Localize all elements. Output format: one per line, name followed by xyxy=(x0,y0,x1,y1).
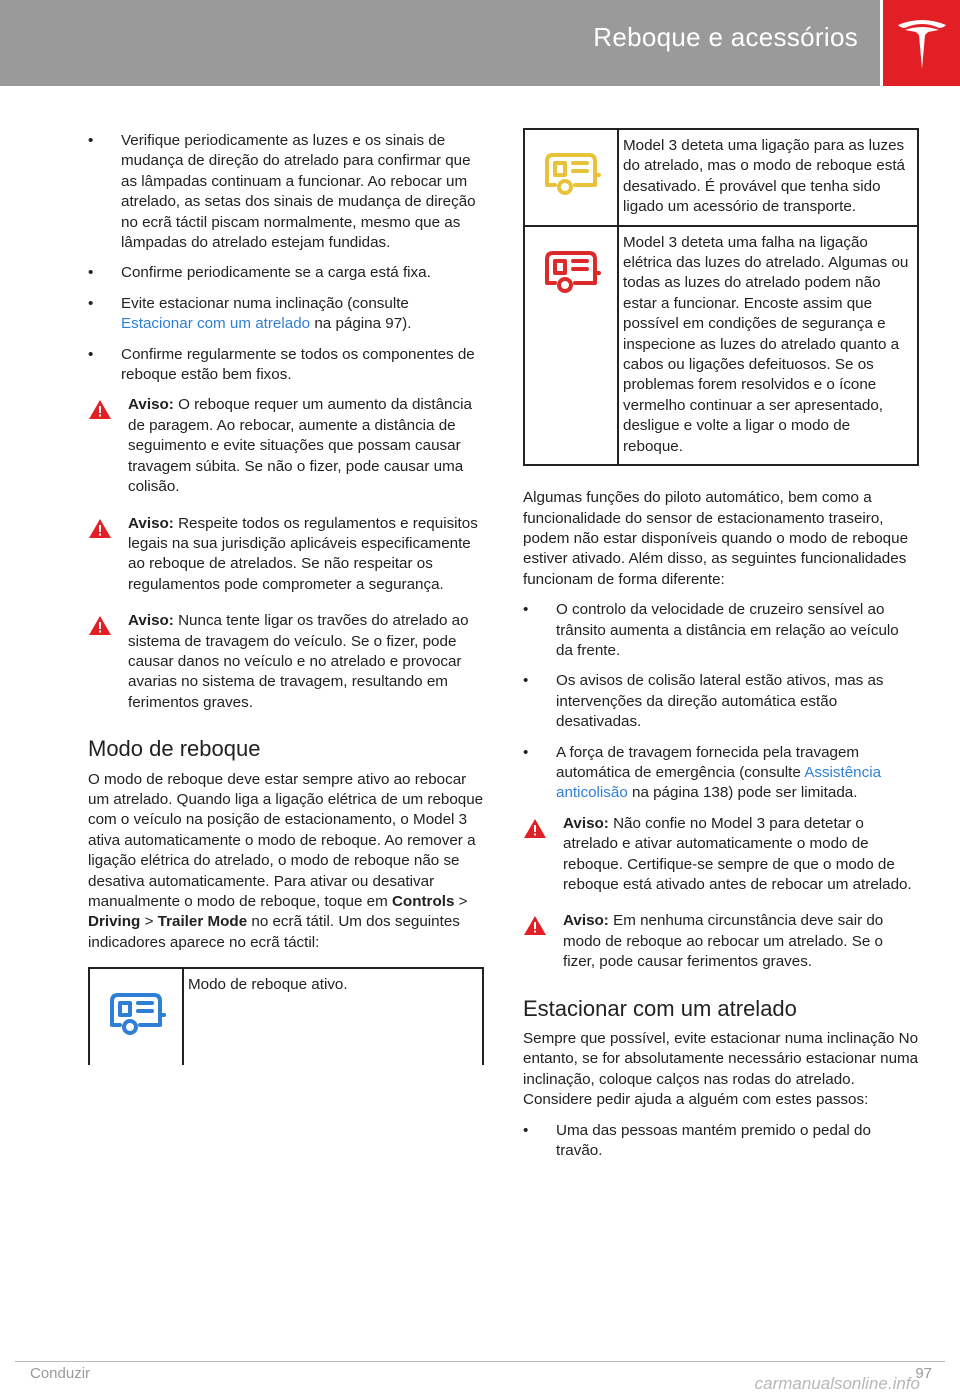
header-bar xyxy=(0,0,880,86)
section-heading-tow-mode: Modo de reboque xyxy=(88,736,261,762)
trailer-active-icon xyxy=(106,991,166,1037)
warning-triangle-icon xyxy=(88,615,112,636)
indicator-text: Modo de reboque ativo. xyxy=(188,976,348,994)
list-item: • O controlo da velocidade de cruzeiro sensível ao trânsito aumenta a distância em relação ao veículo da frente. xyxy=(523,600,919,661)
warning-block: Aviso: Nunca tente ligar os travões do atrelado ao sistema de travagem do veículo. Se o fizer, pode causar danos no veículo e no atrelado e provocar avarias no sistema de travagem, resultando em ferimentos graves. xyxy=(88,611,484,713)
section-heading-parking: Estacionar com um atrelado xyxy=(523,995,797,1021)
tesla-logo-icon xyxy=(895,15,949,71)
paragraph: Algumas funções do piloto automático, bem como a funcionalidade do sensor de estacionamento traseiro, podem não estar disponíveis quando o modo de reboque estiver ativado. Além disso, as seguintes funcionalidades funcionam de forma diferente: xyxy=(523,489,909,588)
warning-block: Aviso: O reboque requer um aumento da distância de paragem. Ao rebocar, aumente a distância de seguimento e evite situações que possam causar travagem súbita. Se não o fizer, pode causar uma colisão. xyxy=(88,395,484,497)
warning-block: Aviso: Respeite todos os regulamentos e requisitos legais na sua jurisdição aplicáveis especificamente ao reboque de atrelados. Se não respeitar os regulamentos pode comprometer a segurança. xyxy=(88,514,484,596)
list-item: • Confirme periodicamente se a carga está fixa. xyxy=(88,263,484,283)
indicator-icon-cell xyxy=(89,968,183,1065)
brand-logo xyxy=(883,0,960,86)
warning-triangle-icon xyxy=(523,818,547,839)
link-collision-assist[interactable]: Assistência anticolisão xyxy=(556,763,882,802)
page-number: 97 xyxy=(915,1365,932,1382)
footer-divider xyxy=(15,1361,945,1362)
bullet-list xyxy=(88,131,484,385)
link-parking-with-trailer[interactable]: Estacionar com um atrelado xyxy=(121,315,311,333)
warning-triangle-icon xyxy=(523,915,547,936)
warning-block: Aviso: Em nenhuma circunstância deve sair do modo de reboque ao rebocar um atrelado. Se o fizer, pode causar ferimentos graves. xyxy=(523,911,919,972)
indicator-table xyxy=(523,128,919,466)
indicator-icon-cell xyxy=(524,226,618,465)
paragraph: O modo de reboque deve estar sempre ativo ao rebocar um atrelado. Quando liga a ligação elétrica de um reboque com o veículo na posição de estacionamento, o Model 3 ativa automaticamente o modo de reboque. Ao remover a ligação elétrica do atrelado, o modo de reboque não se desativa automaticamente. Para ativar ou desativar manualmente o modo de reboque, toque em Controls > Driving > Trailer Mode no ecrã tátil. Um dos seguintes indicadores aparece no ecrã táctil: xyxy=(88,770,484,951)
list-item: • Evite estacionar numa inclinação (consulte Estacionar com um atrelado na página 97). xyxy=(88,294,484,335)
indicator-table xyxy=(88,967,484,1065)
bullet-list xyxy=(523,600,919,804)
indicator-text: Model 3 deteta uma ligação para as luzes do atrelado, mas o modo de reboque está desativado. É provável que tenha sido ligado um acessório de transporte. xyxy=(623,137,905,216)
watermark: carmanualsonline.info xyxy=(754,1374,920,1393)
trailer-red-icon xyxy=(541,249,601,295)
list-item: • Os avisos de colisão lateral estão ativos, mas as intervenções da direção automática estão desativadas. xyxy=(523,671,919,732)
paragraph: Sempre que possível, evite estacionar numa inclinação No entanto, se for absolutamente necessário estacionar numa inclinação, coloque calços nas rodas do atrelado. Considere pedir ajuda a alguém com estes passos: xyxy=(523,1030,919,1109)
warning-block: Aviso: Não confie no Model 3 para detetar o atrelado e ativar automaticamente o modo de reboque. Certifique-se sempre de que o modo de reboque está ativado antes de rebocar um atrelado. xyxy=(523,814,919,896)
right-column xyxy=(523,128,919,1171)
left-column xyxy=(88,131,484,1065)
warning-triangle-icon xyxy=(88,518,112,539)
footer-section: Conduzir xyxy=(30,1365,91,1382)
list-item: • Verifique periodicamente as luzes e os sinais de mudança de direção do atrelado para confirmar que as lâmpadas continuam a funcionar. Ao rebocar um atrelado, as setas dos sinais de mudança de direção no ecrã táctil piscam normalmente, mesmo que as lâmpadas do atrelado estejam fundidas. xyxy=(88,131,484,253)
page-title: Reboque e acessórios xyxy=(593,22,858,52)
indicator-text: Model 3 deteta uma falha na ligação elétrica das luzes do atrelado. Algumas ou todas as luzes do atrelado podem não estar a funcionar. Encoste assim que possível em condições de segurança e inspecione as luzes do atrelado quanto a cabos ou ligações defeituosos. Se os problemas forem resolvidos e o ícone vermelho continuar a ser apresentado, desligue e volte a ligar o modo de reboque. xyxy=(623,233,909,455)
trailer-yellow-icon xyxy=(541,151,601,197)
list-item: • Uma das pessoas mantém premido o pedal do travão. xyxy=(523,1121,919,1162)
bullet-list xyxy=(523,1121,919,1162)
list-item: • A força de travagem fornecida pela travagem automática de emergência (consulte Assistência anticolisão na página 138) pode ser limitada. xyxy=(523,743,919,804)
list-item: • Confirme regularmente se todos os componentes de reboque estão bem fixos. xyxy=(88,345,484,386)
warning-triangle-icon xyxy=(88,399,112,420)
indicator-icon-cell xyxy=(524,129,618,226)
